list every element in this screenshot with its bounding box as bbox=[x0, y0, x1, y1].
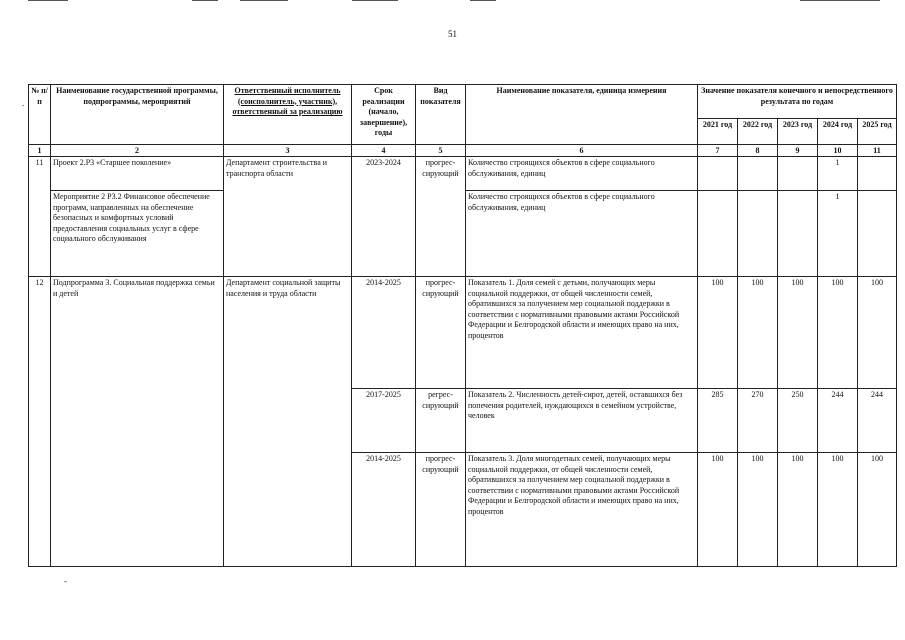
header-year: 2022 год bbox=[738, 119, 778, 145]
value-cell: 244 bbox=[818, 389, 858, 453]
value-cell: 100 bbox=[818, 453, 858, 567]
header-executor: Ответственный исполнитель (соисполнитель, участник), ответственный за реализацию bbox=[224, 85, 352, 145]
top-edge-rule bbox=[352, 0, 398, 1]
header-row bbox=[29, 85, 897, 119]
value-cell bbox=[778, 157, 818, 191]
row-indicator: Показатель 2. Численность детей-сирот, детей, оставшихся без попечения родителей, нуждающихся в семейном устройстве, человек bbox=[466, 389, 698, 453]
row-executor: Департамент строительства и транспорта области bbox=[224, 157, 352, 277]
value-cell: 250 bbox=[778, 389, 818, 453]
value-cell: 100 bbox=[778, 453, 818, 567]
value-cell: 100 bbox=[858, 453, 897, 567]
row-num: 11 bbox=[29, 157, 51, 277]
indicators-table bbox=[28, 84, 897, 567]
row-executor: Департамент социальной защиты населения и труда области bbox=[224, 277, 352, 567]
top-edge-rule bbox=[470, 0, 496, 1]
value-cell bbox=[858, 191, 897, 277]
column-index: 4 bbox=[352, 145, 416, 157]
header-type: Вид показателя bbox=[416, 85, 466, 145]
column-index: 10 bbox=[818, 145, 858, 157]
header-indicator: Наименование показателя, единица измерения bbox=[466, 85, 698, 145]
row-num: 12 bbox=[29, 277, 51, 567]
row-name: Подпрограмма 3. Социальная поддержка семьи и детей bbox=[51, 277, 224, 567]
value-cell: 100 bbox=[778, 277, 818, 389]
row-indicator: Количество строящихся объектов в сфере социального обслуживания, единиц bbox=[466, 191, 698, 277]
value-cell: 100 bbox=[858, 277, 897, 389]
header-year: 2021 год bbox=[698, 119, 738, 145]
value-cell: 100 bbox=[738, 453, 778, 567]
column-index: 5 bbox=[416, 145, 466, 157]
top-edge-rule bbox=[192, 0, 218, 1]
row-type: регрес- сирующий bbox=[416, 389, 466, 453]
value-cell: 100 bbox=[698, 277, 738, 389]
row-term: 2017-2025 bbox=[352, 389, 416, 453]
header-term: Срок реализации (начало, завершение), годы bbox=[352, 85, 416, 145]
row-indicator: Показатель 1. Доля семей с детьми, получающих меры социальной поддержки, от общей численности семей, обратившихся за получением мер социальной поддержки в соответствии с нормативными правовыми актами Российской Федерации и Белгородской области и имеющих право на них, процентов bbox=[466, 277, 698, 389]
value-cell bbox=[778, 191, 818, 277]
header-year: 2024 год bbox=[818, 119, 858, 145]
value-cell: 100 bbox=[818, 277, 858, 389]
column-index: 11 bbox=[858, 145, 897, 157]
header-year: 2025 год bbox=[858, 119, 897, 145]
value-cell: 100 bbox=[698, 453, 738, 567]
scan-speck: - bbox=[64, 576, 67, 586]
table-row bbox=[29, 157, 897, 191]
top-edge-rule bbox=[28, 0, 68, 1]
row-term: 2014-2025 bbox=[352, 453, 416, 567]
value-cell bbox=[698, 191, 738, 277]
column-index: 2 bbox=[51, 145, 224, 157]
header-name: Наименование государственной программы, подпрограммы, мероприятий bbox=[51, 85, 224, 145]
column-index-row bbox=[29, 145, 897, 157]
value-cell: 285 bbox=[698, 389, 738, 453]
header-value-group: Значение показателя конечного и непосредственного результата по годам bbox=[698, 85, 897, 119]
header-year: 2023 год bbox=[778, 119, 818, 145]
column-index: 8 bbox=[738, 145, 778, 157]
column-index: 1 bbox=[29, 145, 51, 157]
column-index: 9 bbox=[778, 145, 818, 157]
scan-speck: . bbox=[22, 98, 25, 108]
column-index: 3 bbox=[224, 145, 352, 157]
value-cell: 1 bbox=[818, 191, 858, 277]
value-cell bbox=[738, 157, 778, 191]
top-edge-rule bbox=[240, 0, 288, 1]
value-cell bbox=[858, 157, 897, 191]
page-number: 51 bbox=[448, 29, 457, 39]
row-term: 2014-2025 bbox=[352, 277, 416, 389]
header-num: № п/п bbox=[29, 85, 51, 145]
value-cell: 100 bbox=[738, 277, 778, 389]
row-type: прогрес- сирующий bbox=[416, 157, 466, 277]
value-cell: 270 bbox=[738, 389, 778, 453]
value-cell: 244 bbox=[858, 389, 897, 453]
table-row bbox=[29, 277, 897, 389]
row-name: Проект 2.Р3 «Старшее поколение» bbox=[51, 157, 224, 191]
row-indicator: Показатель 3. Доля многодетных семей, получающих меры социальной поддержки, от общей численности семей, обратившихся за получением мер социальной поддержки в соответствии с нормативными правовыми актами Российской Федерации и Белгородской области и имеющих право на них, процентов bbox=[466, 453, 698, 567]
row-term: 2023-2024 bbox=[352, 157, 416, 277]
row-type: прогрес- сирующий bbox=[416, 277, 466, 389]
value-cell bbox=[698, 157, 738, 191]
value-cell: 1 bbox=[818, 157, 858, 191]
row-type: прогрес- сирующий bbox=[416, 453, 466, 567]
value-cell bbox=[738, 191, 778, 277]
row-name: Мероприятие 2 Р3.2 Финансовое обеспечение программ, направленных на обеспечение безопасных и комфортных условий предоставления социальных услуг в сфере социального обслуживания bbox=[51, 191, 224, 277]
row-indicator: Количество строящихся объектов в сфере социального обслуживания, единиц bbox=[466, 157, 698, 191]
column-index: 7 bbox=[698, 145, 738, 157]
column-index: 6 bbox=[466, 145, 698, 157]
top-edge-rule bbox=[800, 0, 880, 1]
